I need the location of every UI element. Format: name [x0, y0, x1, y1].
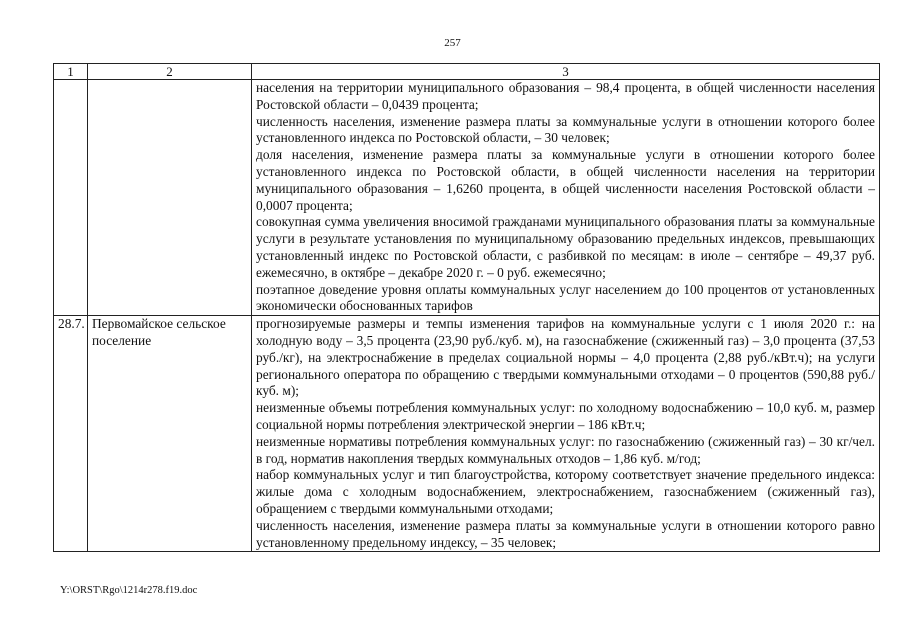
- content-paragraph: набор коммунальных услуг и тип благоустройства, которому соответствует значение предельного индекса: жилые дома с холодным водоснабжением, электроснабжением, газоснабжением (сжиженный газ), обращением с твердыми коммунальными отходами;: [256, 467, 875, 516]
- content-paragraph: неизменные нормативы потребления коммунальных услуг: по газоснабжению (сжиженный газ) – 30 кг/чел. в год, норматив накопления твердых коммунальных отходов – 1,86 куб. м/год;: [256, 433, 875, 466]
- content-paragraph: поэтапное доведение уровня оплаты коммунальных услуг населением до 100 процентов от установленных экономически обоснованных тарифов: [256, 281, 875, 314]
- table-row: [54, 316, 880, 552]
- tariff-table: [53, 63, 880, 552]
- settlement-name: Первомайское сельское поселение: [88, 316, 252, 552]
- content-paragraph: доля населения, изменение размера платы за коммунальные услуги в отношении которого более установленного индекса по Ростовской области, в общей численности населения на территории муниципального образования – 1,6260 процента, в общей численности населения Ростовской области – 0,0007 процента;: [256, 147, 875, 213]
- row-number: 28.7.: [54, 316, 88, 552]
- content-paragraph: прогнозируемые размеры и темпы изменения тарифов на коммунальные услуги с 1 июля 2020 г.: на холодную воду – 3,5 процента (23,90 руб./куб. м), на газоснабжение (сжиженный газ) – 3,0 процента (37,53 руб./кг), на электроснабжение в пределах социальной нормы – 4,0 процента (2,88 руб./кВт.ч); на услуги регионального оператора по обращению с твердыми коммунальными отходами – 0 процентов (590,88 руб./куб. м);: [256, 316, 875, 399]
- content-paragraph: неизменные объемы потребления коммунальных услуг: по холодному водоснабжению – 10,0 куб. м, размер социальной нормы потребления электрической энергии – 186 кВт.ч;: [256, 400, 875, 432]
- content-paragraph: совокупная сумма увеличения вносимой гражданами муниципального образования платы за коммунальные услуги в результате установления по муниципальному образованию предельных индексов, превышающих установленный индекс по Ростовской области, с разбивкой по месяцам: в июле – сентябре – 49,37 руб. ежемесячно, в октябре – декабре 2020 г. – 0 руб. ежемесячно;: [256, 214, 875, 280]
- table-header-row: [54, 64, 880, 80]
- settlement-name: [88, 80, 252, 316]
- row-number: [54, 80, 88, 316]
- column-header: 1: [54, 64, 88, 80]
- content-paragraph: численность населения, изменение размера платы за коммунальные услуги в отношении которого равно установленному предельному индексу, – 35 человек;: [256, 517, 875, 550]
- row-content: [252, 80, 880, 316]
- table-row: [54, 80, 880, 316]
- row-content: [252, 316, 880, 552]
- page-number: 257: [444, 37, 461, 49]
- content-paragraph: населения на территории муниципального образования – 98,4 процента, в общей численности населения Ростовской области – 0,0439 процента;: [256, 80, 875, 112]
- column-header: 2: [88, 64, 252, 80]
- footer-file-path: Y:\ORST\Rgo\1214r278.f19.doc: [60, 585, 198, 596]
- column-header: 3: [252, 64, 880, 80]
- content-paragraph: численность населения, изменение размера платы за коммунальные услуги в отношении которого более установленного индекса по Ростовской области, – 30 человек;: [256, 113, 875, 146]
